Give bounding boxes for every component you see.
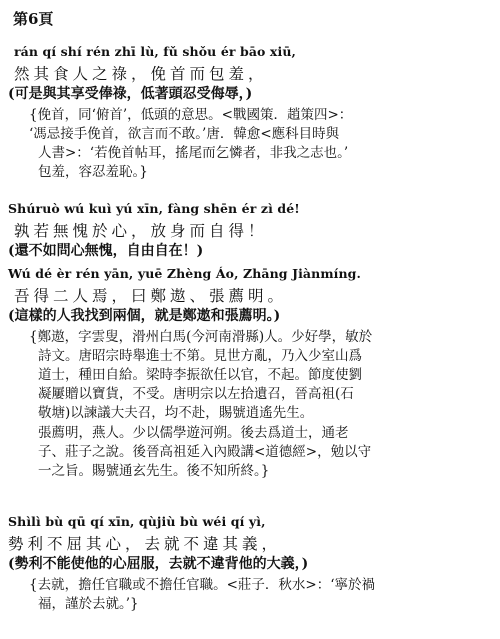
pinyin-line: rán qí shí rén zhī lù, fǔ shǒu ér bāo xiū, <box>14 44 296 59</box>
pinyin-line: Shúruò wú kuì yú xīn, fàng shēn ér zì dé! <box>8 201 300 216</box>
note-line: 一之旨。賜號通玄先生。後不知所終。} <box>38 463 270 479</box>
translation-line: (還不如問心無愧，自由自在！) <box>8 243 204 259</box>
translation-line: (勢利不能使他的心屈服，去就不違背他的大義，) <box>8 556 309 572</box>
classical-text-line: 然其食人之祿，俛首而包羞， <box>14 65 268 83</box>
note-line: 張薦明，燕人。少以儒學遊河朔。後去爲道士，通老 <box>38 425 349 441</box>
note-line: 包羞，容忍羞恥。} <box>38 164 148 180</box>
translation-line: (可是與其享受俸祿，低著頭忍受侮辱，) <box>8 86 253 102</box>
note-line: 敬塘)以諫議大夫召，均不赴，賜號逍遙先生。 <box>38 405 314 421</box>
classical-text-line: 吾得二人焉，曰鄭遨、張薦明。 <box>14 287 288 305</box>
page-label: 第6頁 <box>13 10 54 28</box>
pinyin-line: Shìlì bù qū qí xīn, qùjiù bù wéi qí yì, <box>8 514 266 529</box>
note-line: {俛首，同‘俯首’，低頭的意思。<戰國策．趙策四>： <box>29 107 353 123</box>
pinyin-line: Wú dé èr rén yān, yuē Zhèng Áo, Zhāng Jiànmíng. <box>8 266 361 281</box>
note-line: {去就，擔任官職或不擔任官職。<莊子．秋水>：‘寧於禍 <box>29 577 376 593</box>
note-line: 子、莊子之說。後晉高祖延入內殿講<道德經>，勉以守 <box>38 444 372 460</box>
note-line: {鄭遨，字雲叟，滑州白馬(今河南滑縣)人。少好學，敏於 <box>29 329 373 345</box>
translation-line: (這樣的人我找到兩個，就是鄭遨和張薦明。) <box>8 308 281 324</box>
note-line: 詩文。唐昭宗時舉進士不第。見世方亂，乃入少室山爲 <box>38 348 362 364</box>
note-line: 福，謹於去就。’} <box>38 596 139 612</box>
note-line: 人書>：‘若俛首帖耳，搖尾而乞憐者，非我之志也。’ <box>38 145 349 161</box>
classical-text-line: 勢利不屈其心，去就不違其義， <box>8 535 282 553</box>
note-line: 凝屢贈以寶貨，不受。唐明宗以左拾遺召，晉高祖(石 <box>38 386 354 402</box>
note-line: 道士，種田自給。梁時李振欲任以官，不起。節度使劉 <box>38 367 362 383</box>
classical-text-line: 孰若無愧於心，放身而自得！ <box>14 222 268 240</box>
note-line: ‘馮忌接手俛首，欲言而不敢。’唐．韓愈<應科目時與 <box>29 126 340 142</box>
